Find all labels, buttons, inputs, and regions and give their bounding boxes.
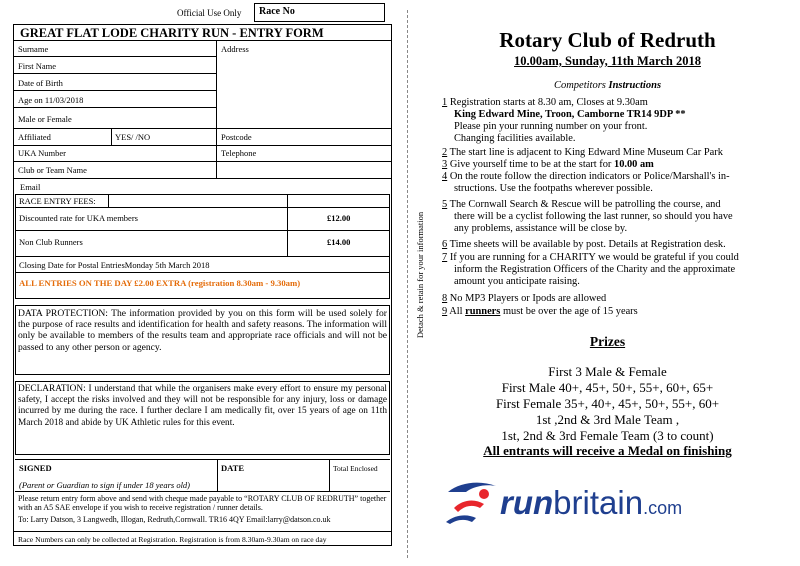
item-3-text: Give yourself time to be at the start for — [449, 159, 614, 170]
data-protection-text: DATA PROTECTION: The information provided by you on this form will be used solely for the purpose of race results and identification for health and safety reasons. The information will only be available to members of the results team and appropriate race officials and will not be passed to any other person or agency. — [18, 308, 387, 353]
detach-line — [407, 10, 408, 558]
item-1-pin-note: Please pin your running number on your front. — [454, 121, 648, 132]
club-title: Rotary Club of Redruth — [499, 28, 716, 52]
official-use-label: Official Use Only — [177, 8, 242, 18]
email-label: Email — [20, 182, 41, 192]
dob-label: Date of Birth — [18, 78, 63, 88]
item-9-number: 9 — [442, 306, 448, 317]
prize-1: First 3 Male & Female — [548, 364, 667, 379]
item-7-text: If you are running for a CHARITY we would be grateful if you could — [449, 252, 739, 263]
item-4-text-2: structions. Use the footpaths wherever possible. — [454, 183, 653, 194]
item-9-text: All — [449, 306, 466, 317]
item-7-text-3: amount you anticipate raising. — [454, 276, 580, 287]
race-no-label: Race No — [259, 6, 295, 17]
item-5-text: The Cornwall Search & Rescue will be patrolling the course, and — [449, 199, 721, 210]
guardian-note: (Parent or Guardian to sign if under 18 years old) — [19, 480, 191, 490]
prizes-title: Prizes — [589, 334, 626, 349]
item-1-number: 1 — [442, 97, 448, 108]
item-4-number: 4 — [442, 171, 448, 182]
item-6-number: 6 — [442, 239, 448, 250]
logo-com: .com — [643, 498, 683, 518]
item-9-runners: runners — [465, 306, 501, 317]
item-1-changing-note: Changing facilities available. — [454, 133, 576, 144]
item-1-text: Registration starts at 8.30 am, Closes at 9.30am — [449, 97, 648, 108]
yes-no-label: YES/ /NO — [115, 132, 151, 142]
item-8-text: No MP3 Players or Ipods are allowed — [447, 293, 607, 304]
prize-4: 1st ,2nd & 3rd Male Team , — [535, 412, 680, 427]
prize-5: 1st, 2nd & 3rd Female Team (3 to count) — [501, 428, 714, 443]
item-5-number: 5 — [442, 199, 448, 210]
first-name-label: First Name — [18, 61, 57, 71]
prize-3: First Female 35+, 40+, 45+, 50+, 55+, 60+ — [495, 396, 720, 411]
item-5-text-2: there will be a cyclist following the last runner, so should you have — [454, 211, 733, 222]
return-address: To: Larry Datson, 3 Langwedh, Illogan, Redruth,Cornwall. TR16 4QY Email:larry@datson.co.uk — [18, 515, 331, 524]
item-4-text: On the route follow the direction indicators or Police/Marshall's in- — [449, 171, 730, 182]
uka-fee-price: £12.00 — [327, 213, 351, 223]
prize-2: First Male 40+, 45+, 50+, 55+, 60+, 65+ — [501, 380, 714, 395]
nonclub-fee-price: £14.00 — [327, 237, 351, 247]
event-date: 10.00am, Sunday, 11th March 2018 — [514, 54, 701, 68]
item-3-time: 10.00 am — [614, 159, 654, 170]
item-5-text-3: any problems, assistance will be close by. — [454, 223, 628, 234]
race-numbers-note: Race Numbers can only be collected at Registration. Registration is from 8.30am-9.30am on race day — [18, 535, 327, 544]
uka-fee-label: Discounted rate for UKA members — [19, 213, 138, 223]
item-8-number: 8 — [442, 293, 448, 304]
return-instructions: Please return entry form above and send with cheque made payable to “ROTARY CLUB OF REDRUTH” together with an A5 SAE envelope if you wish to receive registration / runner details. — [18, 494, 387, 513]
on-day-notice: ALL ENTRIES ON THE DAY £2.00 EXTRA (registration 8.30am - 9.30am) — [19, 278, 301, 288]
item-6-text: Time sheets will be available by post. Details at Registration desk. — [449, 239, 726, 250]
item-3-number: 3 — [442, 159, 448, 170]
club-label: Club or Team Name — [18, 165, 87, 175]
telephone-label: Telephone — [221, 148, 257, 158]
medal-note: All entrants will receive a Medal on finishing — [483, 443, 732, 458]
item-7-number: 7 — [442, 252, 448, 263]
closing-date: Closing Date for Postal EntriesMonday 5th March 2018 — [19, 260, 210, 270]
postcode-label: Postcode — [221, 132, 252, 142]
item-7-text-2: inform the Registration Officers of the Charity and the approximate — [454, 264, 736, 275]
nonclub-fee-label: Non Club Runners — [19, 237, 83, 247]
form-title: GREAT FLAT LODE CHARITY RUN - ENTRY FORM — [20, 26, 324, 40]
runbritain-logo — [440, 476, 760, 532]
logo-britain: britain — [553, 484, 644, 521]
logo-run: run — [500, 484, 554, 521]
gender-label: Male or Female — [18, 114, 72, 124]
total-enclosed-label: Total Enclosed — [333, 464, 378, 473]
affiliated-label: Affiliated — [18, 132, 51, 142]
address-label: Address — [221, 44, 249, 54]
item-2-number: 2 — [442, 147, 448, 158]
item-2-text: The start line is adjacent to King Edward Mine Museum Car Park — [449, 147, 723, 158]
signed-label: SIGNED — [19, 463, 52, 473]
surname-label: Surname — [18, 44, 49, 54]
fees-heading: RACE ENTRY FEES: — [19, 196, 96, 206]
instructions-heading — [430, 80, 785, 91]
detach-text: Detach & retain for your information — [415, 211, 425, 339]
instructions-bold: Instructions — [608, 80, 662, 91]
uka-number-label: UKA Number — [18, 148, 66, 158]
declaration-text: DECLARATION: I understand that while the organisers make every effort to ensure my personal safety, I accept the risks involved and they will not be responsible for any injury, loss or damage incurred by me during the race. I further declare I am medically fit, over 15 years of age on 11th March 2018 and abide by UK Athletic rules for this event. — [18, 384, 387, 428]
runner-icon — [440, 478, 500, 528]
age-label: Age on 11/03/2018 — [18, 95, 84, 105]
item-9-tail: must be over the age of 15 years — [500, 306, 638, 317]
item-1-location: King Edward Mine, Troon, Camborne TR14 9DP ** — [454, 109, 686, 120]
instructions-prefix: Competitors — [553, 80, 609, 91]
date-label: DATE — [221, 463, 244, 473]
